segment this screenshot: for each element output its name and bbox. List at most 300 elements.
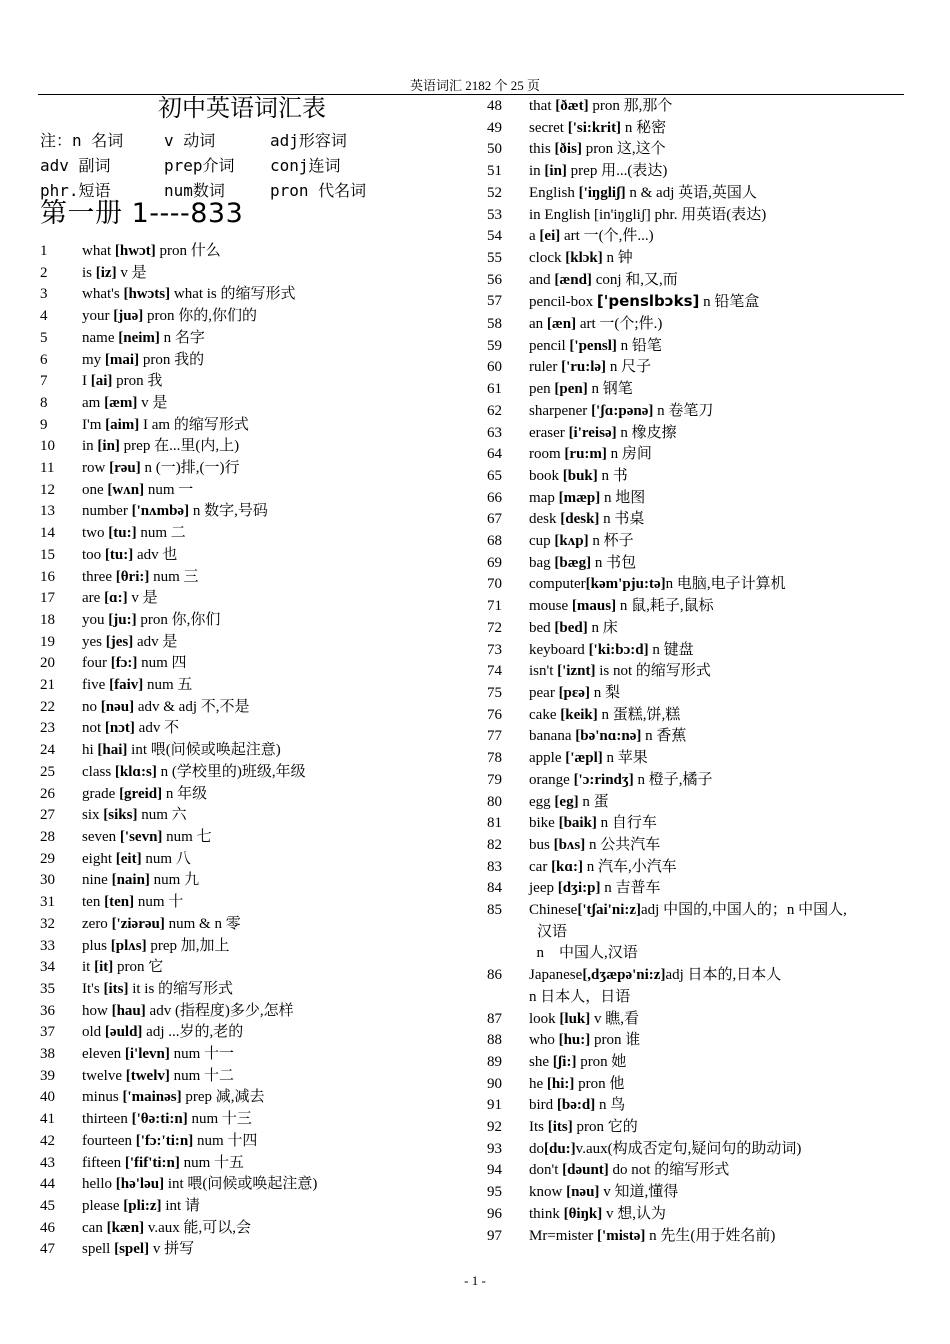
entry-word: ten <box>82 894 101 911</box>
entry-body <box>82 718 470 740</box>
entry-definition: num 八 <box>145 850 191 867</box>
vocab-entry <box>487 118 917 140</box>
vocab-entry <box>40 849 470 871</box>
entry-word: do <box>529 1140 544 1157</box>
entry-definition: n 床 <box>591 619 618 636</box>
entry-number: 78 <box>487 750 502 767</box>
entry-word: too <box>82 546 102 563</box>
entry-body <box>82 1001 470 1023</box>
entry-body <box>529 1182 917 1204</box>
entry-number: 30 <box>40 872 55 889</box>
vocab-entry <box>40 263 470 285</box>
entry-body <box>529 878 917 900</box>
entry-body <box>529 357 917 379</box>
entry-body <box>529 314 917 336</box>
entry-body <box>82 1044 470 1066</box>
vocab-entry <box>487 205 917 227</box>
vocab-entry <box>487 792 917 814</box>
entry-word: computer <box>529 576 586 593</box>
vocab-entry <box>40 957 470 979</box>
vocab-entry <box>487 531 917 553</box>
entry-number: 8 <box>40 394 48 411</box>
entry-number: 64 <box>487 446 502 463</box>
entry-number: 46 <box>40 1219 55 1236</box>
entry-phonetic: ['æpl] <box>565 750 603 767</box>
vocab-entry <box>487 900 917 965</box>
entry-body <box>82 740 470 762</box>
entry-word: orange <box>529 771 570 788</box>
entry-body <box>82 545 470 567</box>
entry-phonetic: [hi:] <box>546 1075 575 1092</box>
entry-body <box>82 936 470 958</box>
entry-number: 94 <box>487 1162 502 1179</box>
entry-word: desk <box>529 511 557 528</box>
entry-definition-continued: n 日本人，日语 <box>529 988 631 1005</box>
entry-phonetic: [faiv] <box>109 677 144 694</box>
entry-definition: num & n 零 <box>168 915 241 932</box>
entry-number: 19 <box>40 633 55 650</box>
entry-phonetic: [buk] <box>562 467 598 484</box>
vocab-entry <box>40 784 470 806</box>
entry-word: pen <box>529 381 551 398</box>
entry-word: this <box>529 141 551 158</box>
entry-word: hello <box>82 1176 112 1193</box>
entry-number: 66 <box>487 489 502 506</box>
entry-number: 20 <box>40 655 55 672</box>
entry-definition: n 梨 <box>593 684 620 701</box>
entry-phonetic: [dʒi:p] <box>557 880 601 897</box>
entry-number: 22 <box>40 698 55 715</box>
vocab-entry <box>40 870 470 892</box>
entry-body <box>529 1009 917 1031</box>
vocab-entry <box>487 183 917 205</box>
entry-number: 43 <box>40 1154 55 1171</box>
entry-body <box>82 284 470 306</box>
entry-body <box>82 1022 470 1044</box>
entry-word: number <box>82 503 128 520</box>
vocab-entry <box>487 1074 917 1096</box>
vocab-entry <box>487 1139 917 1161</box>
entry-phonetic: ['sevn] <box>119 828 163 845</box>
vocab-entry <box>40 718 470 740</box>
entry-body <box>529 618 917 640</box>
entry-number: 84 <box>487 880 502 897</box>
entry-body <box>82 306 470 328</box>
entry-number: 18 <box>40 611 55 628</box>
entry-definition: num 十四 <box>196 1132 258 1149</box>
vocab-entry <box>487 1204 917 1226</box>
entry-word: thirteen <box>82 1111 128 1128</box>
entry-body <box>529 596 917 618</box>
entry-number: 62 <box>487 402 502 419</box>
entry-definition: n 钟 <box>606 249 633 266</box>
entry-phonetic: ['ziərəu] <box>111 915 165 932</box>
entry-number: 34 <box>40 959 55 976</box>
entry-body <box>529 444 917 466</box>
entry-number: 51 <box>487 163 502 180</box>
entry-definition: what is 的缩写形式 <box>173 286 296 303</box>
vocab-entry <box>487 444 917 466</box>
entry-definition: num 十二 <box>173 1067 235 1084</box>
entry-word: secret <box>529 119 564 136</box>
entry-definition: adj 中国的,中国人的；n 中国人, <box>641 902 847 919</box>
entry-word: yes <box>82 633 102 650</box>
entry-definition: n 房间 <box>610 446 652 463</box>
entry-word: fourteen <box>82 1132 132 1149</box>
entry-body <box>82 371 470 393</box>
entry-body <box>529 900 917 965</box>
entry-body <box>529 118 917 140</box>
entry-phonetic: [hau] <box>111 1002 146 1019</box>
entry-word: how <box>82 1002 108 1019</box>
legend-item: adv 副词 <box>40 156 111 175</box>
entry-definition: v 瞧,看 <box>594 1010 640 1027</box>
entry-definition: n 地图 <box>604 489 646 506</box>
entry-body <box>529 792 917 814</box>
vocab-entry <box>487 618 917 640</box>
entry-number: 93 <box>487 1140 502 1157</box>
vocab-entry <box>487 1095 917 1117</box>
vocab-entry <box>40 393 470 415</box>
entry-phonetic: [i'reisə] <box>568 424 617 441</box>
entry-phonetic: ['ʃɑ:pənə] <box>591 402 654 419</box>
entry-definition: n 橡皮擦 <box>620 424 677 441</box>
entry-body <box>82 1153 470 1175</box>
entry-definition: n (学校里的)班级,年级 <box>160 763 306 780</box>
entry-number: 50 <box>487 141 502 158</box>
vocab-entry <box>40 762 470 784</box>
entry-phonetic: [maus] <box>571 598 617 615</box>
entry-number: 55 <box>487 249 502 266</box>
entry-body <box>529 466 917 488</box>
vocab-entry <box>487 1182 917 1204</box>
entry-number: 45 <box>40 1197 55 1214</box>
entry-definition: int 请 <box>165 1197 200 1214</box>
entry-phonetic: [hwɔt] <box>114 243 156 259</box>
entry-number: 68 <box>487 533 502 550</box>
entry-definition: n 铅笔 <box>620 337 662 354</box>
entry-body <box>529 574 917 596</box>
entry-word: zero <box>82 915 108 932</box>
entry-number: 77 <box>487 728 502 745</box>
entry-number: 24 <box>40 742 55 759</box>
vocab-entry <box>40 1153 470 1175</box>
entry-phonetic: [pen] <box>554 381 588 398</box>
entry-definition: num 十五 <box>183 1154 245 1171</box>
entry-number: 1 <box>40 243 48 259</box>
entry-definition: n 蛋 <box>582 793 609 810</box>
entry-phonetic: [əuld] <box>104 1024 143 1041</box>
entry-phonetic: [aim] <box>105 416 140 433</box>
entry-number: 59 <box>487 337 502 354</box>
entry-number: 54 <box>487 228 502 245</box>
vocab-entry <box>40 241 470 263</box>
entry-word: clock <box>529 249 562 266</box>
entry-phonetic: [bʌs] <box>553 836 586 853</box>
entry-definition: n 苹果 <box>606 750 648 767</box>
entry-body <box>82 241 470 263</box>
entry-definition: num 六 <box>141 807 187 824</box>
entry-phonetic: [hai] <box>97 742 128 759</box>
legend-item: pron 代名词 <box>270 181 367 200</box>
entry-number: 23 <box>40 720 55 737</box>
page-number: - 1 - <box>464 1273 486 1288</box>
entry-phonetic: [nɔt] <box>104 720 135 737</box>
entry-number: 95 <box>487 1184 502 1201</box>
entry-word: pear <box>529 684 555 701</box>
entry-definition: num 一 <box>147 481 194 498</box>
vocab-entry <box>40 436 470 458</box>
entry-body <box>82 1131 470 1153</box>
vocab-entry <box>40 545 470 567</box>
vocab-entry <box>487 574 917 596</box>
entry-number: 32 <box>40 915 55 932</box>
entry-definition: prep 减,减去 <box>185 1089 265 1106</box>
entry-number: 88 <box>487 1032 502 1049</box>
entry-phonetic: [juə] <box>113 308 144 325</box>
vocab-entry <box>487 314 917 336</box>
entry-body <box>529 553 917 575</box>
entry-word: who <box>529 1032 555 1049</box>
vocab-entry <box>487 488 917 510</box>
vocab-entry <box>487 1117 917 1139</box>
entry-word: pencil <box>529 337 566 354</box>
entry-word: minus <box>82 1089 119 1106</box>
vocab-list-right <box>487 96 917 1247</box>
entry-definition: n 书 <box>601 467 628 484</box>
entry-body <box>82 957 470 979</box>
entry-word: nine <box>82 872 108 889</box>
entry-body <box>82 1087 470 1109</box>
entry-body <box>82 415 470 437</box>
entry-number: 89 <box>487 1053 502 1070</box>
vocab-entry <box>40 1131 470 1153</box>
entry-phonetic: [bə'nɑ:nə] <box>575 728 642 745</box>
entry-phonetic: [kɑ:] <box>551 858 584 875</box>
entry-number: 65 <box>487 467 502 484</box>
entry-number: 27 <box>40 807 55 824</box>
entry-body <box>82 784 470 806</box>
entry-body <box>82 697 470 719</box>
entry-phonetic: [eit] <box>115 850 142 867</box>
entry-body <box>529 423 917 445</box>
vocab-entry <box>487 770 917 792</box>
entry-word: it <box>82 959 91 976</box>
entry-body <box>82 1066 470 1088</box>
entry-word: your <box>82 308 110 325</box>
entry-word: know <box>529 1184 563 1201</box>
vocab-entry <box>487 336 917 358</box>
entry-definition: int 喂(问候或唤起注意) <box>167 1176 318 1193</box>
vocab-entry <box>487 878 917 900</box>
entry-body <box>82 1239 470 1261</box>
entry-definition: n 铅笔盒 <box>703 294 760 311</box>
entry-definition-continued: 汉语 <box>537 923 568 940</box>
entry-body <box>82 436 470 458</box>
entry-definition: n (一)排,(一)行 <box>144 460 240 477</box>
vocab-entry <box>487 466 917 488</box>
entry-body <box>529 640 917 662</box>
entry-number: 76 <box>487 706 502 723</box>
entry-body <box>529 1030 917 1052</box>
entry-body <box>82 805 470 827</box>
entry-definition: I am 的缩写形式 <box>143 416 249 433</box>
vocab-list-left <box>40 241 470 1261</box>
entry-number: 58 <box>487 316 502 333</box>
entry-word: mouse <box>529 598 569 615</box>
entry-word: don't <box>529 1162 559 1179</box>
entry-phonetic: [tu:] <box>108 525 137 542</box>
entry-phonetic: [in] <box>97 438 120 455</box>
entry-phonetic: ['ɔ:rindʒ] <box>573 771 634 788</box>
entry-word: egg <box>529 793 551 810</box>
entry-body <box>529 96 917 118</box>
entry-body <box>82 762 470 784</box>
entry-definition: n 杯子 <box>592 533 634 550</box>
entry-phonetic: [its] <box>547 1119 573 1136</box>
entry-definition: adv & adj 不,不是 <box>137 698 250 715</box>
entry-word: row <box>82 460 106 477</box>
vocab-entry <box>487 726 917 748</box>
entry-definition: n 鼠,耗子,鼠标 <box>619 598 714 615</box>
entry-phonetic: [keik] <box>560 706 598 723</box>
entry-definition: v.aux 能,可以,会 <box>147 1219 252 1236</box>
entry-definition: pron 他 <box>578 1075 625 1092</box>
entry-body <box>82 632 470 654</box>
vocab-entry <box>487 379 917 401</box>
entry-phonetic: [ju:] <box>108 611 137 628</box>
entry-phonetic: [kæn] <box>106 1219 145 1236</box>
entry-number: 70 <box>487 576 502 593</box>
entry-body <box>529 726 917 748</box>
page-header: 英语词汇 2182 个 25 页 <box>409 78 540 93</box>
entry-word: is <box>82 264 93 281</box>
entry-number: 16 <box>40 568 55 585</box>
entry-phonetic: ['si:krit] <box>567 119 622 136</box>
entry-number: 72 <box>487 619 502 636</box>
entry-definition: prep 用...(表达) <box>570 163 668 180</box>
entry-phonetic: [eg] <box>554 793 579 810</box>
entry-phonetic: [jes] <box>105 633 134 650</box>
entry-phonetic: [nəu] <box>566 1184 600 1201</box>
entry-number: 39 <box>40 1067 55 1084</box>
entry-body <box>529 661 917 683</box>
entry-definition: n 鸟 <box>599 1097 626 1114</box>
entry-phonetic: [du:] <box>544 1140 576 1157</box>
entry-phonetic: [tu:] <box>104 546 134 563</box>
entry-number: 26 <box>40 785 55 802</box>
entry-definition: pron 这,这个 <box>585 141 666 158</box>
entry-number: 71 <box>487 598 502 615</box>
entry-definition: pron 谁 <box>594 1032 641 1049</box>
entry-word: am <box>82 394 101 411</box>
entry-body <box>529 770 917 792</box>
entry-word: not <box>82 720 102 737</box>
vocab-entry <box>487 553 917 575</box>
entry-word: you <box>82 611 105 628</box>
entry-body <box>529 401 917 423</box>
entry-phonetic: [bed] <box>554 619 588 636</box>
entry-definition: n 秘密 <box>624 119 667 136</box>
vocab-entry <box>40 1218 470 1240</box>
vocab-entry <box>487 1226 917 1248</box>
entry-word: a <box>529 228 536 245</box>
entry-body <box>82 870 470 892</box>
entry-word: eraser <box>529 424 565 441</box>
entry-body <box>529 1074 917 1096</box>
entry-phonetic: [dəunt] <box>562 1162 609 1179</box>
vocab-entry <box>40 284 470 306</box>
entry-number: 56 <box>487 271 502 288</box>
entry-phonetic: ['iznt] <box>557 663 596 680</box>
entry-number: 41 <box>40 1111 55 1128</box>
entry-definition: adj ...岁的,老的 <box>146 1024 244 1041</box>
legend-item: v 动词 <box>164 131 216 150</box>
entry-word: Its <box>529 1119 544 1136</box>
entry-definition: pron 你的,你们的 <box>147 308 257 325</box>
entry-number: 97 <box>487 1227 502 1244</box>
legend-item: phr.短语 <box>40 181 111 200</box>
vocab-entry <box>487 683 917 705</box>
entry-definition: n 名字 <box>163 329 205 346</box>
entry-phonetic: ['ru:lə] <box>561 359 607 376</box>
entry-phonetic: [kəm'pju:tə] <box>585 576 666 593</box>
entry-word: in <box>82 438 94 455</box>
entry-phonetic: ['fɔ:'ti:n] <box>135 1132 194 1149</box>
entry-definition: pron 她 <box>580 1053 627 1070</box>
entry-definition: art 一(个,件...) <box>564 228 654 245</box>
entry-word: apple <box>529 750 562 767</box>
vocab-entry <box>40 1087 470 1109</box>
entry-definition: num 十 <box>137 894 184 911</box>
entry-number: 15 <box>40 546 55 563</box>
entry-body <box>529 1117 917 1139</box>
entry-phonetic: [,dʒæpə'ni:z] <box>582 967 666 984</box>
entry-body <box>529 336 917 358</box>
entry-body <box>529 509 917 531</box>
entry-number: 63 <box>487 424 502 441</box>
entry-word: twelve <box>82 1067 122 1084</box>
section-title: 第一册 1----833 <box>40 198 244 229</box>
entry-phonetic: [klɑ:s] <box>114 763 157 780</box>
entry-number: 87 <box>487 1010 502 1027</box>
entry-phonetic: [hu:] <box>558 1032 591 1049</box>
entry-definition: n 自行车 <box>600 815 657 832</box>
entry-phonetic: [θri:] <box>115 568 150 585</box>
entry-word: I <box>82 373 91 390</box>
entry-word: an <box>529 316 544 333</box>
entry-definition: n 蛋糕,饼,糕 <box>601 706 681 723</box>
entry-body <box>82 1218 470 1240</box>
entry-number: 92 <box>487 1119 502 1136</box>
entry-word: no <box>82 698 97 715</box>
entry-definition: v 想,认为 <box>606 1205 667 1222</box>
entry-word: she <box>529 1053 549 1070</box>
entry-word: isn't <box>529 663 554 680</box>
entry-number: 36 <box>40 1002 55 1019</box>
entry-body <box>529 226 917 248</box>
vocab-entry <box>487 661 917 683</box>
vocab-entry <box>487 748 917 770</box>
entry-definition: num 三 <box>153 568 199 585</box>
entry-body <box>82 610 470 632</box>
entry-phonetic: [æn] <box>546 316 577 333</box>
entry-word: grade <box>82 785 116 802</box>
vocab-entry <box>40 914 470 936</box>
vocab-entry <box>487 226 917 248</box>
entry-definition: num 二 <box>140 525 186 542</box>
entry-number: 40 <box>40 1089 55 1106</box>
